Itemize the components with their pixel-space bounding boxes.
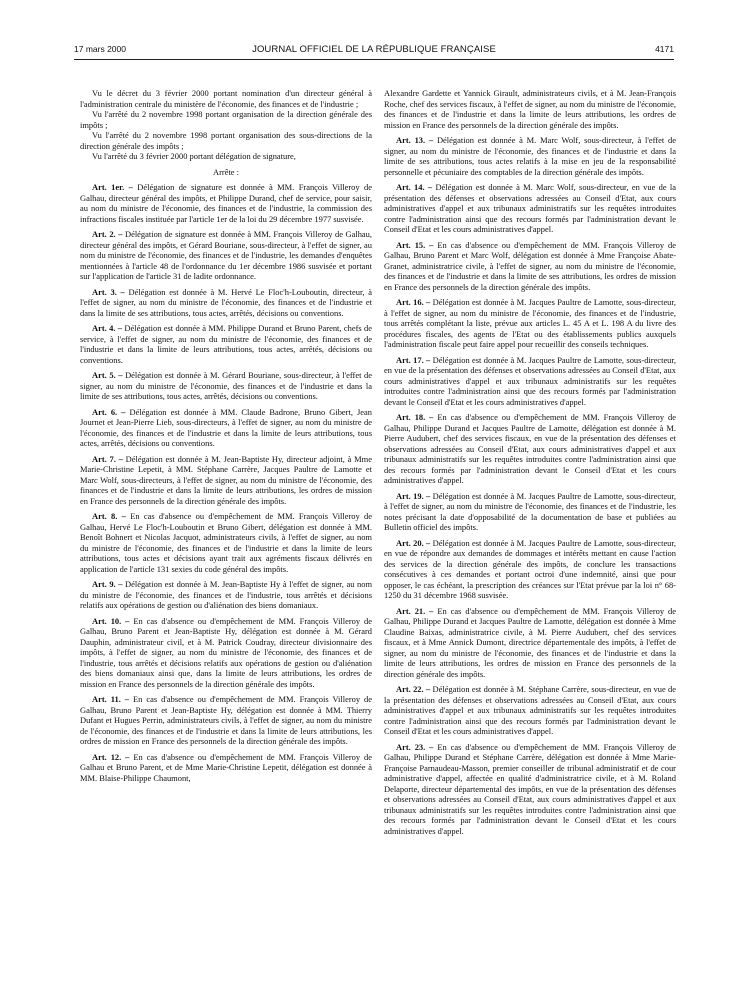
- article: [80, 182, 372, 224]
- article-label: Art. 11. –: [92, 694, 130, 704]
- right-column: [384, 88, 676, 836]
- article-text: Délégation est donnée à M. Gérard Bouriane, sous-directeur, à l'effet de signer, au nom du ministre de l'économie, des finances et de l'industrie et dans la limite de ses attributions, tous actes, arrêtés, décisions ou conventions.: [80, 370, 373, 401]
- article-label: Art. 15. –: [396, 239, 434, 250]
- article-label: Art. 17. –: [396, 354, 431, 365]
- article-text: En cas d'absence ou d'empêchement de MM. François Villeroy de Galhau, Bruno Parent et Marc Wolf, délégation est donnée à Mme Françoise Abate-Granet, administratrice civile, à l'effet de signer, au nom du ministre de l'économie, des finances et de l'industrie et dans la limite de ses attributions, les ordres de mission en France des personnels de la direction générale des impôts.: [384, 239, 677, 292]
- article-text: En cas d'absence ou d'empêchement de MM. François Villeroy de Galhau, Hervé Le Floc'h-Louboutin et Bruno Gibert, délégation est donnée à MM. Benoît Bohnert et Nicolas Jacquot, administrateurs civils, à l'effet de signer, au nom du ministre de l'économie, des finances et de l'industrie et dans la limite de leurs attributions, tous actes et décisions ayant trait aux agréments fiscaux délivrés en application de l'article 131 sexies du code général des impôts.: [80, 511, 372, 574]
- article-text: Délégation de signature est donnée à MM. François Villeroy de Galhau, directeur général des impôts, et Gérard Bouriane, sous-directeur, à l'effet de signer, au nom du ministre de l'économie, des finances et de l'industrie, les demandes d'enquêtes mentionnées à l'article 48 de l'ordonnance du 1er décembre 1986 susvisée et portant sur l'application de l'article 31 de ladite ordonnance.: [80, 229, 372, 281]
- article: [384, 297, 676, 350]
- article-text: En cas d'absence ou d'empêchement de MM. François Villeroy de Galhau, Bruno Parent et Jean-Baptiste Hy, délégation est donnée à M. Gérard Dauphin, administrateur civil, et à M. Patrick Coudray, directeur divisionnaire des impôts, à l'effet de signer, au nom du ministre de l'économie, des finances et de l'industrie, tous arrêtés et décisions relatifs aux opérations de gestion ou d'aliénation des biens domaniaux ainsi que, dans la limite de leurs attributions, les ordres de mission en France des personnels de la direction générale des impôts.: [80, 615, 373, 689]
- article: [384, 606, 676, 680]
- article-label: Art. 14. –: [396, 182, 433, 192]
- article-label: Art. 2. –: [92, 229, 123, 239]
- article-text: Délégation est donnée à M. Stéphane Carrère, sous-directeur, en vue de la présentation des défenses et observations adressées au Conseil d'Etat, aux cours administratives d'appel et aux tribunaux administratifs sur les requêtes introduites contre l'administration ainsi que des recours formés par l'administration devant le Conseil d'Etat et les cours administratives d'appel.: [384, 684, 677, 736]
- page-number: 4171: [655, 44, 674, 54]
- article-label: Art. 1er. –: [92, 182, 133, 192]
- article: [384, 491, 676, 533]
- article-text: Délégation est donnée à M. Hervé Le Floc'h-Louboutin, directeur, à l'effet de signer, au nom du ministre de l'économie, des finances et de l'industrie et dans la limite de ses attributions, tous actes, arrêtés, décisions ou conventions.: [80, 286, 372, 318]
- article: [80, 323, 372, 365]
- article-label: Art. 13. –: [396, 135, 434, 145]
- article-label: Art. 10. –: [92, 615, 130, 626]
- left-articles: [80, 182, 372, 783]
- article-text: Délégation est donnée à M. Marc Wolf, sous-directeur, en vue de la présentation des défenses et observations adressées au Conseil d'Etat, aux cours administratives d'appel et aux tribunaux administratifs sur les requêtes introduites contre l'administration ainsi que des recours formés par l'administration devant le Conseil d'Etat et les cours administratives d'appel.: [384, 182, 677, 234]
- journal-title: JOURNAL OFFICIEL DE LA RÉPUBLIQUE FRANÇAISE: [252, 44, 496, 55]
- article: [384, 538, 676, 601]
- preamble-line: Vu le décret du 3 février 2000 portant nomination d'un directeur général à l'administration centrale du ministère de l'économie, des finances et de l'industrie ;: [80, 88, 372, 109]
- article-label: Art. 8. –: [92, 511, 126, 521]
- article: [384, 355, 676, 408]
- article-text: Délégation est donnée à M. Jacques Paultre de Lamotte, sous-directeur, à l'effet de signer, au nom du ministre de l'économie, des finances et de l'industrie, les notes précisant la date d'opposabilité de la documentation de base et publiées au Bulletin officiel des impôts.: [384, 490, 676, 532]
- article-label: Art. 7. –: [92, 453, 123, 464]
- article-text: En cas d'absence ou d'empêchement de MM. François Villeroy de Galhau, Bruno Parent et Jean-Baptiste Hy, délégation est donnée à MM. Thierry Dufant et Hugues Perrin, administrateurs civils, à l'effet de signer, au nom du ministre de l'économie, des finances et de l'industrie et dans la limite de leurs attributions, les ordres de mission en France des personnels de la direction générale des impôts.: [80, 694, 373, 746]
- issue-date: 17 mars 2000: [74, 44, 126, 54]
- article-text: En cas d'absence ou d'empêchement de MM. François Villeroy de Galhau et Bruno Parent, et de Mme Marie-Christine Lepetit, délégation est donnée à MM. Blaise-Philippe Chaumont,: [80, 751, 373, 783]
- article-text: Délégation est donnée à M. Marc Wolf, sous-directeur, à l'effet de signer, au nom du ministre de l'économie, des finances et de l'industrie et dans la limite de ses attributions, tous actes relatifs à la mise en jeu de la responsabilité personnelle et pécuniaire des comptables de la direction générale des impôts.: [384, 135, 676, 177]
- page-header: [74, 44, 674, 58]
- article-text: En cas d'absence ou d'empêchement de MM. François Villeroy de Galhau, Philippe Durand et Jacques Paultre de Lamotte, délégation est donnée à M. Pierre Audubert, chef des services fiscaux, en vue de la présentation des défenses et observations adressées au Conseil d'Etat, aux cours administratives d'appel et aux tribunaux administratifs sur les requêtes introduites contre l'administration ainsi que des recours formés par l'administration devant le Conseil d'Etat et les cours administratives d'appel.: [384, 412, 677, 485]
- left-column: [80, 88, 372, 783]
- article-text: Délégation de signature est donnée à MM. François Villeroy de Galhau, directeur général des impôts, et Philippe Durand, chef de service, pour saisir, au nom du ministre de l'économie, des finances et de l'industrie, la commission des infractions fiscales instituée par l'article 1er de la loi du 29 décembre 1977 susvisée.: [80, 182, 373, 224]
- preamble-line: Vu l'arrêté du 2 novembre 1998 portant organisation de la direction générale des impôts ;: [80, 109, 372, 130]
- article-label: Art. 3. –: [92, 286, 125, 297]
- article-text: Délégation est donnée à M. Jean-Baptiste Hy à l'effet de signer, au nom du ministre de l'économie, des finances et de l'industrie, tous arrêtés et décisions relatifs aux opérations de gestion ou d'aliénation des biens domaniaux.: [80, 579, 373, 610]
- article-label: Art. 5. –: [92, 370, 123, 380]
- article: [80, 454, 372, 507]
- article-label: Art. 20. –: [396, 537, 431, 548]
- article: [384, 182, 676, 235]
- article-text: Délégation est donnée à M. Jean-Baptiste Hy, directeur adjoint, à Mme Marie-Christine Lepetit, à MM. Stéphane Carrère, Jacques Paultre de Lamotte et Marc Wolf, sous-directeurs, à l'effet de signer, au nom du ministre de l'économie, des finances et de l'industrie et dans la limite de leurs attributions, les ordres de mission en France des personnels de la direction générale des impôts.: [80, 453, 372, 506]
- preamble-line: Vu l'arrêté du 3 février 2000 portant délégation de signature,: [92, 151, 296, 161]
- article-label: Art. 9. –: [92, 579, 123, 589]
- article-label: Art. 18. –: [396, 412, 434, 422]
- article: [80, 752, 372, 784]
- article-continuation: Alexandre Gardette et Yannick Girault, administrateurs civils, et à M. Jean-François Roche, chef des services fiscaux, à l'effet de signer, au nom du ministre de l'économie, des finances et de l'industrie et dans la limite de leurs attributions, les ordres de mission en France des personnels de la direction générale des impôts.: [384, 88, 676, 130]
- right-articles: [384, 135, 676, 836]
- article-text: Délégation est donnée à M. Jacques Paultre de Lamotte, sous-directeur, à l'effet de signer, au nom du ministre de l'économie, des finances et de l'industrie, tous arrêtés complétant la liste, prévue aux articles L. 45 A et L. 198 A du livre des procédures fiscales, des agents de l'Etat ou des établissements publics auxquels l'administration fiscale peut faire appel pour recueillir des conseils techniques.: [384, 297, 676, 349]
- article-text: Délégation est donnée à M. Jacques Paultre de Lamotte, sous-directeur, en vue de la présentation des défenses et observations adressées au Conseil d'Etat, aux cours administratives d'appel et aux tribunaux administratifs sur les requêtes introduites contre l'administration ainsi que des recours formés par l'administration devant le Conseil d'Etat et les cours administratives d'appel.: [384, 354, 676, 407]
- article: [80, 579, 372, 611]
- article-label: Art. 22. –: [396, 684, 431, 694]
- article-label: Art. 23. –: [396, 741, 434, 752]
- article: [80, 287, 372, 319]
- article: [80, 229, 372, 282]
- article-label: Art. 4. –: [92, 323, 123, 333]
- article-label: Art. 12. –: [92, 751, 130, 762]
- article-label: Art. 16. –: [396, 297, 431, 307]
- article: [80, 407, 372, 449]
- article-label: Art. 6. –: [92, 406, 126, 417]
- article-label: Art. 21. –: [396, 605, 434, 616]
- article-text: En cas d'absence ou d'empêchement de MM. François Villeroy de Galhau, Philippe Durand et Stéphane Carrère, délégation est donnée à Mme Marie-Françoise Parnaudeau-Masson, premier conseiller de tribunal administratif et de cour administrative d'appel, affectée en qualité d'administratrice civile, et à M. Roland Delaporte, directeur départemental des impôts, en vue de la présentation des défenses et observations adressées au Conseil d'Etat, aux cours administratives d'appel et aux tribunaux administratifs sur les requêtes introduites contre l'administration ainsi que des recours formés par l'administration devant le Conseil d'Etat et les cours administratives d'appel.: [384, 741, 677, 836]
- article: [80, 616, 372, 690]
- article: [80, 370, 372, 402]
- article: [384, 684, 676, 737]
- article: [80, 511, 372, 574]
- article: [384, 240, 676, 293]
- article: [384, 412, 676, 486]
- article-text: En cas d'absence ou d'empêchement de MM. François Villeroy de Galhau, Philippe Durand et Jacques Paultre de Lamotte, délégation est donnée à Mme Claudine Baixas, administratrice civile, à M. Pierre Audubert, chef des services fiscaux, et à Mme Annick Dumont, directrice départementale des impôts, à l'effet de signer, au nom du ministre de l'économie, des finances et de l'industrie et dans la limite de leurs attributions, les ordres de mission en France des personnels de la direction générale des impôts.: [384, 605, 677, 679]
- article-text: Délégation est donnée à MM. Philippe Durand et Bruno Parent, chefs de service, à l'effet de signer, au nom du ministre de l'économie, des finances et de l'industrie et dans la limite de leurs attributions, tous actes, arrêtés, décisions ou conventions.: [80, 323, 372, 365]
- article-text: Délégation est donnée à M. Jacques Paultre de Lamotte, sous-directeur, en vue de répondre aux demandes de dommages et intérêts mettant en cause l'action des services de la direction générale des impôts, de conclure les transactions consécutives à ces demandes et portant octroi d'une indemnité, ainsi que pour opposer, le cas échéant, la prescription des créances sur l'Etat prévue par la loi n° 68-1250 du 31 décembre 1968 susvisée.: [384, 537, 676, 600]
- article: [80, 694, 372, 747]
- article-text: Délégation est donnée à MM. Claude Badrone, Bruno Gibert, Jean Journet et Jean-Pierre Lieb, sous-directeurs, à l'effet de signer, au nom du ministre de l'économie, des finances et de l'industrie et dans la limite de leurs attributions, tous actes, arrêtés, décisions ou conventions.: [80, 406, 372, 448]
- arrete-heading: Arrête :: [212, 166, 239, 177]
- preamble-line: Vu l'arrêté du 2 novembre 1998 portant organisation des sous-directions de la direction générale des impôts ;: [80, 130, 372, 151]
- article: [384, 135, 676, 177]
- article: [384, 742, 676, 837]
- header-rule: [74, 59, 674, 60]
- article-label: Art. 19. –: [396, 490, 431, 501]
